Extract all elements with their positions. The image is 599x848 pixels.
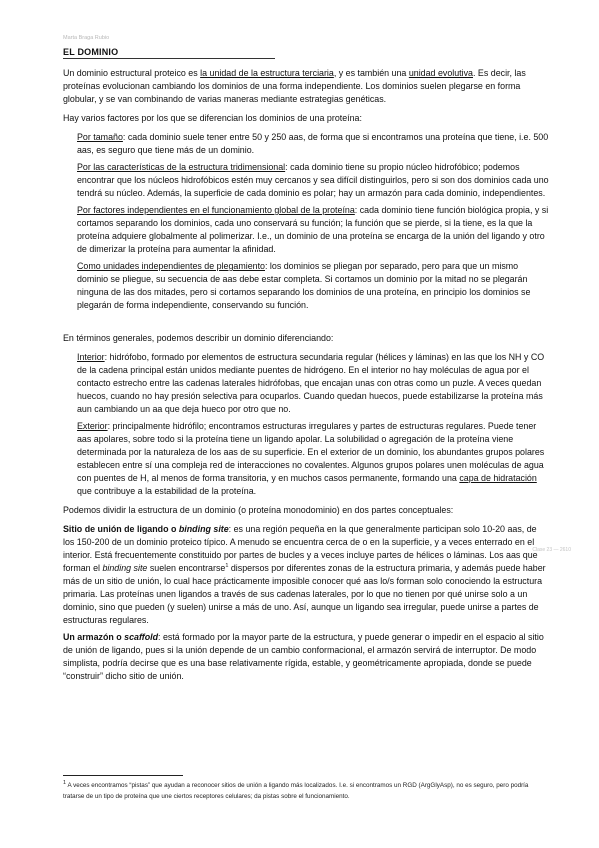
text-run: suelen encontrarse [147, 563, 226, 573]
label-run: Sitio de unión de ligando o [63, 524, 179, 534]
binding-site-paragraph [63, 523, 549, 627]
underlined-term: capa de hidratación [459, 473, 537, 483]
factor-item [63, 131, 549, 157]
general-lead: En términos generales, podemos describir un dominio diferenciando: [63, 333, 334, 343]
factor-text: : cada dominio suele tener entre 50 y 250 aas, de forma que si encontramos una proteína que tiene, i.e. 500 aas, es seguro que tiene más de un dominio. [77, 132, 549, 155]
exterior-paragraph [63, 420, 549, 498]
text-run: : es una región pequeña en la que generalmente participan solo 10-20 aas, de los 150-200 de un dominio proteico típico. A menudo se encuentra cerca de o en la superficie, y a veces enterrado en el interior. Está frecuentemente constituido por partes de bucles y a veces incluye partes de hélices o láminas. Los aas que forman el [63, 524, 538, 573]
intro-paragraph [63, 67, 549, 106]
title-underline [63, 47, 275, 59]
text-run: dispersos por diferentes zonas de la estructura primaria, y además puede haber más de un sitio de unión, lo cual hace prácticamente imposible conocer qué aas lo/s forman solo conociendo la estructura primaria. Las proteínas unen ligandos a través de sus cadenas laterales, por lo que no tienen por qué unirse solo a un dominio, sino que pueden (y suelen) unirse a más de uno. Así, aunque un ligando sea irregular, puede unirse a partes de estructuras regulares. [63, 563, 546, 625]
factor-text: : cada dominio tiene función biológica propia, y si cortamos separando los dominios, cada uno conservará su función; la función que se pierde, si la tiene, es la que la proteína adquiere globalmente al polimerizar. I.e., un dominio de una proteína se encarga de la unión del ligando y otro de dimerizar la proteína para aumentar la afinidad. [77, 205, 549, 254]
text-run: Un dominio estructural proteico es [63, 68, 201, 78]
label-italic: binding site [178, 524, 229, 534]
factor-label: Por tamaño [77, 132, 123, 142]
label-run: Un armazón o [63, 632, 125, 642]
interior-label: Interior [77, 352, 105, 362]
exterior-label: Exterior [77, 421, 108, 431]
conceptual-lead: Podemos dividir la estructura de un dominio (o proteína monodominio) en dos partes conceptuales: [63, 505, 454, 515]
factor-label: Por factores independientes en el funcionamiento global de la proteína [77, 205, 355, 215]
text-run: . Es decir, las proteínas evolucionan cambiando los dominios de una forma independiente. Los dominios suelen plegarse en forma globular, y se van combinando de varias maneras mediante estrategias genéticas. [63, 68, 526, 104]
interior-text: : hidrófobo, formado por elementos de estructura secundaria regular (hélices y láminas) en las que los NH y CO de la cadena principal están unidos mediante puentes de hidrógeno. En el interior no hay moléculas de agua por el contacto estrecho entre las cadenas laterales hidrófobas, que encajan unas con otras como un puzle. A veces quedan huecos, cuando no hay presión selectiva para ocuparlos. Cuando quedan huecos, puede estabilizarse la proteína más aun cambiando un aa que deja hueco por otro que no. [77, 352, 545, 414]
factor-label: Como unidades independientes de plegamiento [77, 261, 265, 271]
scaffold-label [63, 632, 158, 642]
class-stamp: Clase 23 — 2610 [532, 547, 571, 553]
exterior-text: que contribuye a la estabilidad de la proteína. [77, 486, 257, 496]
footnote [63, 781, 549, 802]
factor-label: Por las características de la estructura tridimensional [77, 162, 286, 172]
underlined-term: la unidad de la estructura terciaria [200, 68, 334, 78]
underlined-term: unidad evolutiva [408, 68, 473, 78]
text-run: : está formado por la mayor parte de la estructura, y puede generar o impedir en el espacio al sitio de unión de ligando, pues si la unión depende de un cambio conformacional, el armazón servirá de interruptor. De modo simplista, podría decirse que es una base relativamente rígida, estable, y geométricamente apropiada, donde se puede “construir” dicho sitio de unión. [63, 632, 544, 681]
exterior-text: : principalmente hidrófilo; encontramos estructuras irregulares y partes de estructuras regulares. Puede tener aas apolares, sobre todo si la proteína tiene un ligando apolar. La solubilidad o agregación de la proteína viene determinada por la naturaleza de los aas de su superficie. En el exterior de un dominio, los abundantes grupos polares establecen entre sí una compleja red de interacciones no covalentes. Algunos grupos polares unen moléculas de agua con puentes de H, al menos de forma transitoria, y en muchos casos permanente, formando una [77, 421, 545, 483]
binding-site-label [63, 524, 229, 534]
italic-term: binding site [102, 563, 148, 573]
footnote-divider [63, 775, 183, 776]
page-title: EL DOMINIO [63, 47, 119, 57]
factor-text: : cada dominio tiene su propio núcleo hidrofóbico; podemos encontrar que los núcleos hidrofóbicos estén muy cercanos y sea difícil distinguirlos, pero si son dos dominios cada uno tendrá su núcleo. Además, la superficie de cada dominio es polar; hay un armazón para cada dominio, independientes. [77, 162, 549, 198]
factor-text: : los dominios se pliegan por separado, pero para que un mismo dominio se pliegue, su secuencia de aas debe estar completa. Si cortamos un dominio por la mitad no se plegarán ninguna de las dos mitades, pero si cortamos separando los dominios de una proteína, en principio los dominios se plegarán de forma independiente, conservando su función. [77, 261, 531, 310]
factor-item [63, 260, 549, 312]
text-run: , y es también una [333, 68, 409, 78]
footnote-ref[interactable]: 1 [225, 563, 229, 570]
footnote-number: 1 [63, 779, 67, 786]
factor-item [63, 204, 549, 256]
author-name: Marta Braga Rubio [63, 35, 110, 41]
main-content [63, 67, 549, 683]
label-italic: scaffold [124, 632, 159, 642]
factor-item [63, 161, 549, 200]
footnote-text: A veces encontramos “pistas” que ayudan a reconocer sitios de unión a ligando más localizados. I.e. si encontramos un RGD (ArgGlyAsp), no es seguro, pero podría tratarse de un tipo de proteína que une ciertos receptores celulares; da pistas sobre el funcionamiento. [63, 782, 529, 800]
interior-paragraph [63, 351, 549, 416]
factors-lead: Hay varios factores por los que se diferencian los dominios de una proteína: [63, 113, 362, 123]
scaffold-paragraph [63, 631, 549, 683]
